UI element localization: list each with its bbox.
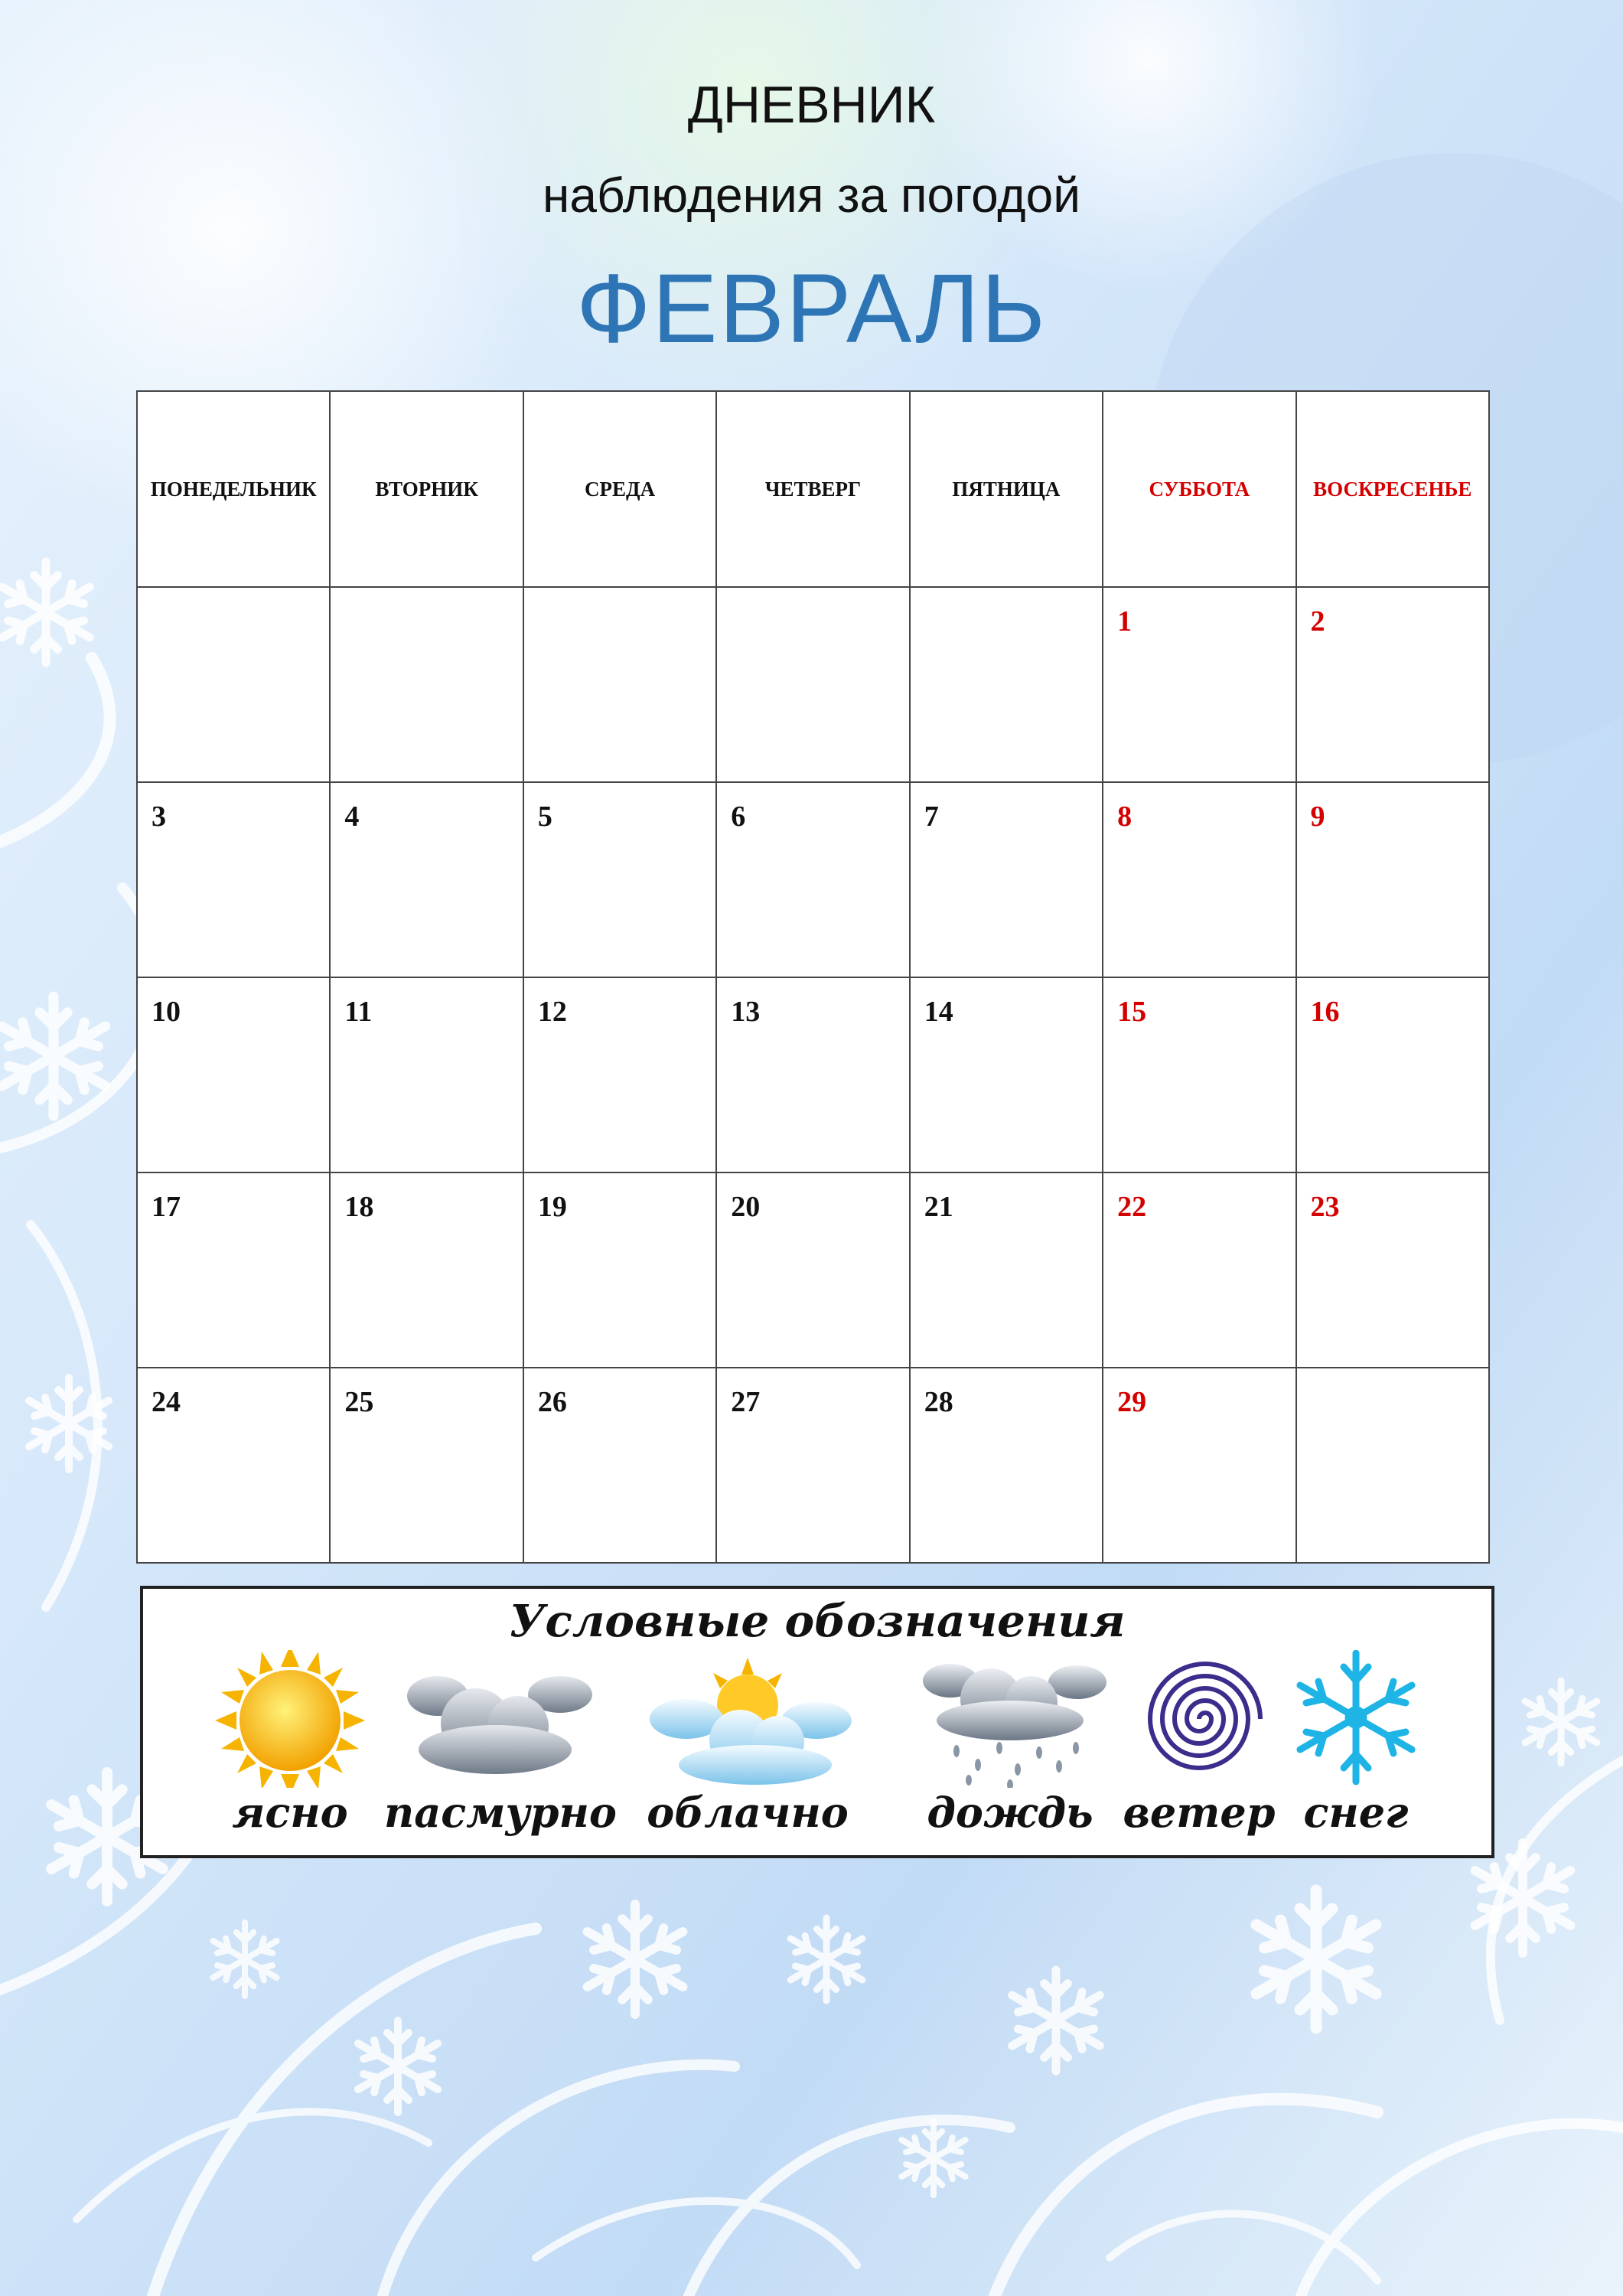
- calendar-week-row: [137, 782, 1489, 977]
- sun-icon: [175, 1650, 405, 1788]
- weekday-header: СРЕДА: [523, 391, 716, 587]
- day-number: [911, 588, 1102, 605]
- weekday-header-weekend: ВОСКРЕСЕНЬЕ: [1296, 391, 1489, 587]
- day-cell-weekend[interactable]: [1103, 587, 1295, 782]
- legend-item-overcast: [384, 1589, 617, 1861]
- weekday-header: ЧЕТВЕРГ: [716, 391, 909, 587]
- day-cell[interactable]: [330, 1172, 523, 1368]
- day-number: 2: [1310, 605, 1325, 638]
- day-cell[interactable]: [523, 1368, 716, 1563]
- legend-item-cloudy: [633, 1589, 862, 1861]
- day-cell[interactable]: [523, 587, 716, 782]
- day-number: 20: [731, 1191, 761, 1223]
- day-cell-weekend[interactable]: [1103, 782, 1295, 977]
- day-cell[interactable]: [330, 782, 523, 977]
- day-cell[interactable]: [716, 977, 909, 1172]
- day-cell[interactable]: [523, 977, 716, 1172]
- day-number: 4: [344, 801, 360, 833]
- day-number: 27: [731, 1386, 761, 1418]
- day-cell[interactable]: [910, 977, 1103, 1172]
- day-cell[interactable]: [137, 977, 330, 1172]
- calendar-week-row: [137, 1172, 1489, 1368]
- day-cell-weekend[interactable]: [1296, 977, 1489, 1172]
- day-cell[interactable]: [523, 1172, 716, 1368]
- day-number: 22: [1117, 1191, 1147, 1223]
- day-cell[interactable]: [910, 782, 1103, 977]
- page-subtitle: наблюдения за погодой: [543, 168, 1080, 223]
- day-cell[interactable]: [330, 1368, 523, 1563]
- day-number: 24: [152, 1386, 181, 1418]
- day-cell-weekend[interactable]: [1296, 1368, 1489, 1563]
- month-title: ФЕВРАЛЬ: [575, 254, 1048, 364]
- day-number: [524, 588, 715, 605]
- day-number: [717, 588, 908, 605]
- day-cell[interactable]: [910, 587, 1103, 782]
- overcast-clouds-icon: [384, 1650, 614, 1788]
- day-number: 25: [344, 1386, 374, 1418]
- day-number: 16: [1310, 996, 1340, 1028]
- partly-cloudy-icon: [633, 1650, 862, 1788]
- day-cell-weekend[interactable]: [1103, 977, 1295, 1172]
- day-cell[interactable]: [716, 587, 909, 782]
- day-cell-weekend[interactable]: [1296, 1172, 1489, 1368]
- weekday-header: ПОНЕДЕЛЬНИК: [137, 391, 330, 587]
- day-cell[interactable]: [523, 782, 716, 977]
- calendar-week-row: [137, 1368, 1489, 1563]
- day-cell-weekend[interactable]: [1296, 587, 1489, 782]
- weekday-header-row: [137, 391, 1489, 587]
- day-number: 10: [152, 996, 181, 1028]
- day-cell[interactable]: [330, 587, 523, 782]
- legend-label: дождь: [927, 1788, 1093, 1837]
- day-number: 5: [537, 801, 552, 833]
- day-cell[interactable]: [330, 977, 523, 1172]
- day-number: 9: [1310, 801, 1325, 833]
- day-cell[interactable]: [716, 1172, 909, 1368]
- day-cell[interactable]: [137, 587, 330, 782]
- day-number: 11: [344, 996, 373, 1028]
- legend-label: пасмурно: [384, 1788, 617, 1837]
- day-number: 18: [344, 1191, 374, 1223]
- day-number: [331, 588, 522, 605]
- legend-item-snow: [1241, 1589, 1471, 1861]
- day-cell-weekend[interactable]: [1103, 1368, 1295, 1563]
- day-number: 13: [731, 996, 761, 1028]
- day-cell[interactable]: [716, 782, 909, 977]
- day-cell-weekend[interactable]: [1296, 782, 1489, 977]
- day-number: 17: [152, 1191, 181, 1223]
- page-title: ДНЕВНИК: [687, 76, 936, 134]
- day-cell[interactable]: [910, 1368, 1103, 1563]
- snowflake-icon: [1241, 1650, 1471, 1788]
- weekday-header: ПЯТНИЦА: [910, 391, 1103, 587]
- day-number: 6: [731, 801, 746, 833]
- day-cell[interactable]: [137, 1368, 330, 1563]
- day-number: 29: [1117, 1386, 1147, 1418]
- calendar-week-row: [137, 587, 1489, 782]
- day-cell[interactable]: [910, 1172, 1103, 1368]
- day-cell[interactable]: [137, 1172, 330, 1368]
- weekday-header: ВТОРНИК: [330, 391, 523, 587]
- day-number: 21: [924, 1191, 953, 1223]
- calendar-week-row: [137, 977, 1489, 1172]
- legend-label: ясно: [232, 1788, 348, 1837]
- weekday-header-weekend: СУББОТА: [1103, 391, 1295, 587]
- day-number: 26: [537, 1386, 567, 1418]
- legend-item-clear: [175, 1589, 405, 1861]
- legend-label: ветер: [1123, 1788, 1276, 1837]
- day-number: 3: [152, 801, 166, 833]
- calendar-table: [136, 390, 1490, 1564]
- day-number: 19: [537, 1191, 567, 1223]
- day-number: 12: [537, 996, 567, 1028]
- weather-legend: [140, 1586, 1494, 1858]
- day-number: [138, 588, 329, 605]
- day-cell[interactable]: [137, 782, 330, 977]
- day-number: 28: [924, 1386, 953, 1418]
- day-number: [1297, 1368, 1488, 1385]
- day-number: 7: [924, 801, 939, 833]
- legend-label: снег: [1303, 1788, 1409, 1837]
- legend-label: облачно: [647, 1788, 849, 1837]
- day-number: 1: [1117, 605, 1133, 638]
- day-number: 23: [1310, 1191, 1340, 1223]
- day-cell-weekend[interactable]: [1103, 1172, 1295, 1368]
- day-number: 8: [1117, 801, 1133, 833]
- day-number: 15: [1117, 996, 1147, 1028]
- legend-title: Условные обозначения: [509, 1595, 1126, 1647]
- day-number: 14: [924, 996, 953, 1028]
- day-cell[interactable]: [716, 1368, 909, 1563]
